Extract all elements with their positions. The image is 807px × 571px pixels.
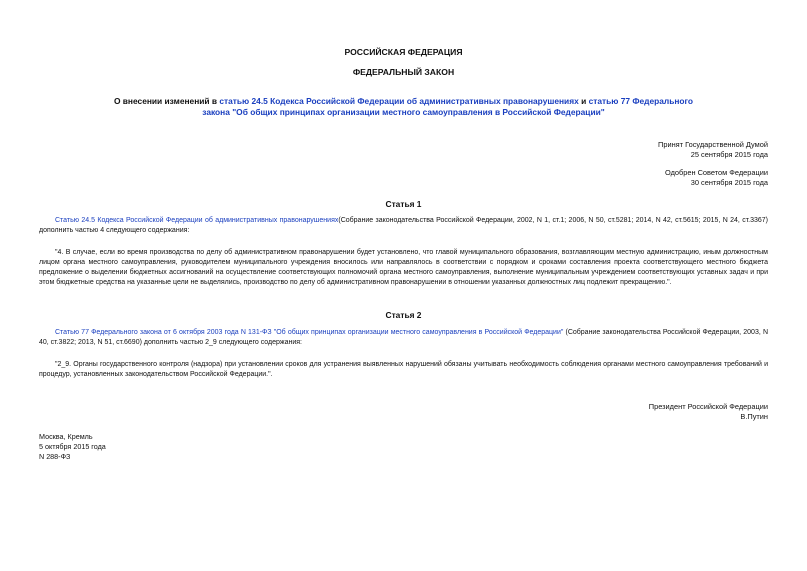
article-2-quote — [39, 360, 768, 380]
title-prefix: О внесении изменений в — [113, 96, 220, 106]
doc-type-heading: ФЕДЕРАЛЬНЫЙ ЗАКОН — [352, 67, 455, 77]
article-1-intro — [39, 216, 768, 236]
signature-name: В.Путин — [740, 412, 768, 421]
signing-place: Москва, Кремль — [39, 432, 93, 441]
article-2-link[interactable]: Статью 77 Федерального закона от 6 октября 2003 года N 131-ФЗ "Об общих принципах организации местного самоуправления в Российской Федерации" — [55, 329, 564, 336]
article-2-intro — [39, 328, 768, 348]
duma-line: Принят Государственной Думой — [658, 140, 768, 149]
signing-date: 5 октября 2015 года — [39, 442, 106, 451]
place-date-block — [39, 432, 106, 462]
article-1-heading: Статья 1 — [385, 199, 422, 209]
country-heading: РОССИЙСКАЯ ФЕДЕРАЦИЯ — [344, 47, 463, 57]
article-2-heading: Статья 2 — [385, 310, 422, 320]
article-1-quote-text: "4. В случае, если во время производства по делу об административном правонарушении будет установлено, что главой муниципального образования, возглавляющим местную администрацию, иным должностным лицом органа местного самоуправления, руководителем муниципального учреждения вносилось или направлялось в соответствии с порядком и сроками составления проекта соответствующего местного бюджета предложение о выделении бюджетных ассигнований на осуществление соответствующих полномочий органа местного самоуправления, выполнение муниципальным учреждением соответствующих уставных задач и при этом бюджетные средства на указанные цели не выделялись, производство по делу об административном правонарушении в отношении указанных должностных лиц подлежит прекращению.". — [39, 249, 768, 286]
law-number: N 288-ФЗ — [39, 452, 71, 461]
article-2-text: (Собрание законодательства Российской Федерации, 2003, N 40, ст.3822; 2013, N 51, ст.6690) дополнить частью 2_9 следующего содержания: — [39, 329, 768, 346]
law-title — [100, 96, 707, 118]
council-line: Одобрен Советом Федерации — [665, 168, 768, 177]
signature-position: Президент Российской Федерации — [648, 402, 768, 411]
council-date: 30 сентября 2015 года — [690, 178, 768, 187]
duma-date: 25 сентября 2015 года — [690, 150, 768, 159]
article-1-link[interactable]: Статью 24.5 Кодекса Российской Федерации об административных правонарушениях — [55, 217, 339, 224]
signature-block — [649, 402, 768, 422]
title-middle: и — [578, 96, 589, 106]
title-link-article-24-5[interactable]: статью 24.5 Кодекса Российской Федерации об административных правонарушениях — [219, 96, 579, 106]
article-1-quote — [39, 248, 768, 288]
article-2-quote-text: "2_9. Органы государственного контроля (надзора) при установлении сроков для устранения выявленных нарушений обязаны учитывать необходимость соблюдения органами местного самоуправления требований и процедур, установленных законодательством Российской Федерации.". — [39, 361, 768, 378]
article-1-text: (Собрание законодательства Российской Федерации, 2002, N 1, ст.1; 2006, N 50, ст.5281; 2014, N 42, ст.5615; 2015, N 24, ст.3367) дополнить частью 4 следующего содержания: — [39, 217, 768, 234]
council-approval — [665, 168, 768, 188]
duma-adoption — [658, 140, 768, 160]
title-link-article-77[interactable]: статью 77 Федерального закона "Об общих принципах организации местного самоуправления в Российской Федерации" — [202, 96, 694, 117]
